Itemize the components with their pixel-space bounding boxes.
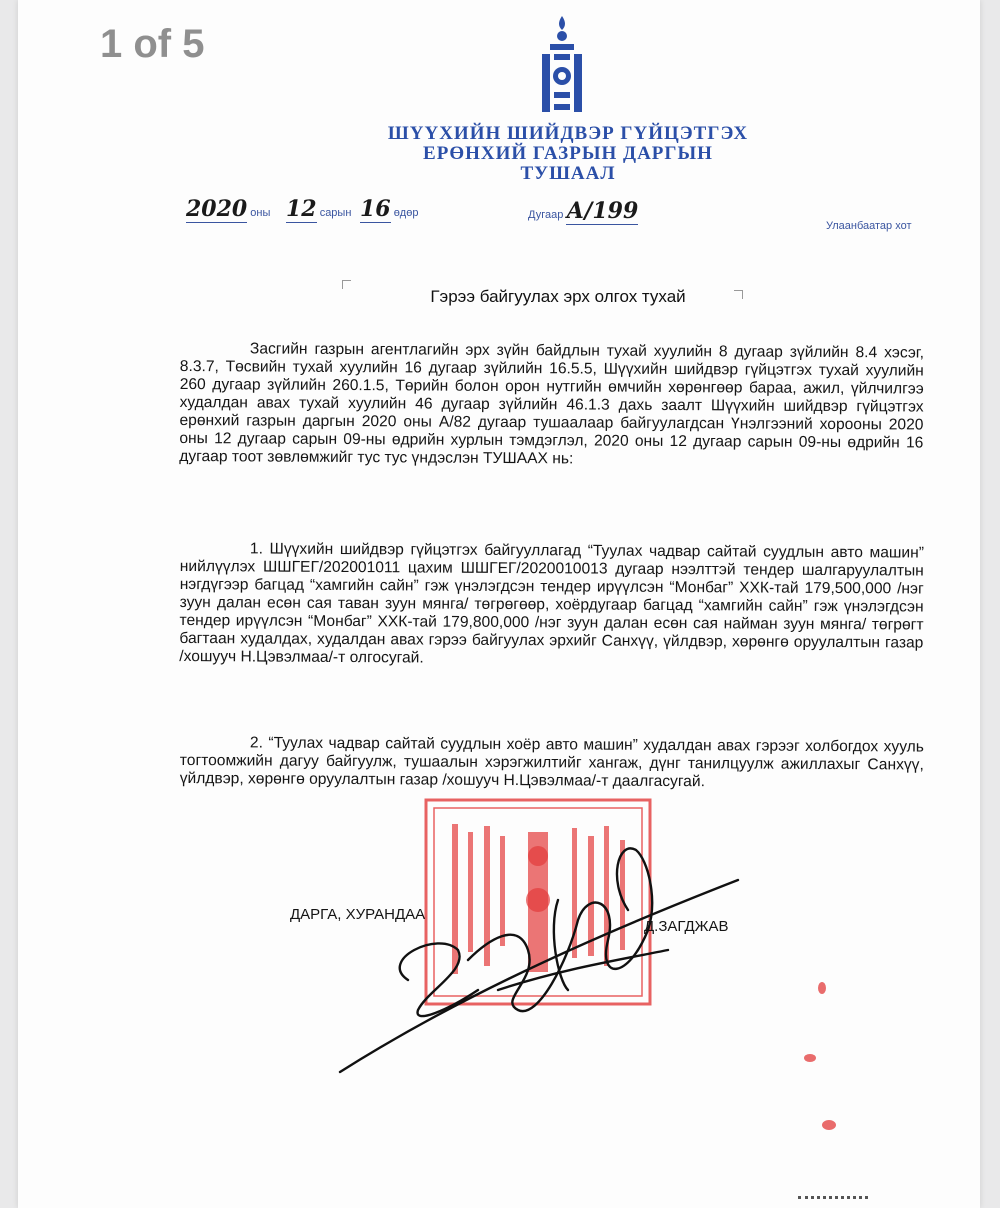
ink-spot <box>818 982 826 994</box>
state-emblem-icon <box>534 14 590 114</box>
date-month-suffix: сарын <box>319 207 352 219</box>
dateline <box>186 196 946 236</box>
signer-name: Д.ЗАГДЖАВ <box>644 918 729 935</box>
order-number: А/199 <box>566 198 639 224</box>
ink-spot <box>822 1120 836 1130</box>
page-counter: 1 of 5 <box>100 22 205 66</box>
date-year-suffix: оны <box>250 207 271 219</box>
page-footer-mark <box>798 1196 868 1202</box>
city: Улаанбаатар хот <box>826 220 912 232</box>
signer-title: ДАРГА, ХУРАНДАА <box>290 906 426 923</box>
document-title: Гэрээ байгуулах эрх олгох тухай <box>430 287 686 306</box>
date-month: 12 <box>286 196 317 222</box>
org-line-1: ШҮҮХИЙН ШИЙДВЭР ГҮЙЦЭТГЭХ <box>387 123 749 144</box>
issuing-authority <box>318 124 818 184</box>
ink-spot <box>804 1054 816 1062</box>
document-page <box>18 0 980 1208</box>
org-line-2: ЕРӨНХИЙ ГАЗРЫН ДАРГЫН <box>423 143 713 164</box>
body-paragraph-item-2: 2. “Туулах чадвар сайтай суудлын хоёр авто машин” худалдан авах гэрээг холбогдох хууль тогтоомжийн дагуу байгуулж, тушаалын хэрэгжилтийг хангаж, дүнг танилцуулж ажиллахыг Санхүү, үйлдвэр, хөрөнгө оруулалтын газар /хошууч Н.Цэвэлмаа/-т даалгасугай. <box>179 734 924 791</box>
body-paragraph-intro: Засгийн газрын агентлагийн эрх зүйн байдлын тухай хуулийн 8 дугаар зүйлийн 8.4 хэсэг, 8.3.7, Төсвийн тухай хуулийн 16 дугаар зүйлийн 16.5.5, Шүүхийн шийдвэр гүйцэтгэх тухай хуулийн 260 дугаар зүйлийн 260.1.5, Төрийн болон орон нутгийн өмчийн хөрөнгөөр бараа, ажил, үйлчилгээ худалдан авах тухай хуулийн 46 дугаар зүйлийн 46.1.3 дахь заалт Шүүхийн шийдвэр гүйцэтгэх ерөнхий газрын даргын 2020 оны А/82 дугаар тушаалаар байгуулагдсан Үнэлгээний хорооны 2020 оны 12 дугаар сарын 09-ны өдрийн хурлын тэмдэглэл, 2020 оны 12 дугаар сарын 09-ны өдрийн 16 дугаар тоот зөвлөмжийг тус тус үндэслэн ТУШААХ нь: <box>179 340 924 468</box>
body-paragraph-item-1: 1. Шүүхийн шийдвэр гүйцэтгэх байгууллагад “Туулах чадвар сайтай суудлын авто машин” нийлүүлэх ШШГЕГ/202001011 цахим ШШГЕГ/2020010013 дугаар нээлттэй тендер шалгаруулалтын нэгдүгээр багцад “хамгийн сайн” гэж үнэлэгдсэн тендер ирүүлсэн “Монбаг” ХХК-тай 179,500,000 /нэг зуун далан есөн сая таван зуун мянга/ төгрөгөөр, хоёрдугаар багцад “хамгийн сайн” гэж үнэлэгдсэн тендер ирүүлсэн “Монбаг” ХХК-тай 179,800,000 /нэг зуун далан есөн сая найман зуун мянга/ төгрөгт багтаан худалдах, худалдан авах гэрээ байгуулах эрхийг Санхүү, үйлдвэр, хөрөнгө оруулалтын газар /хошууч Н.Цэвэлмаа/-т олгосугай. <box>179 540 924 667</box>
date-year: 2020 <box>186 196 248 222</box>
handwritten-signature-icon <box>318 840 778 1080</box>
date-day-suffix: өдөр <box>393 207 419 219</box>
number-label: Дугаар <box>528 209 564 221</box>
date-day: 16 <box>360 196 391 222</box>
document-type: ТУШААЛ <box>520 163 616 184</box>
